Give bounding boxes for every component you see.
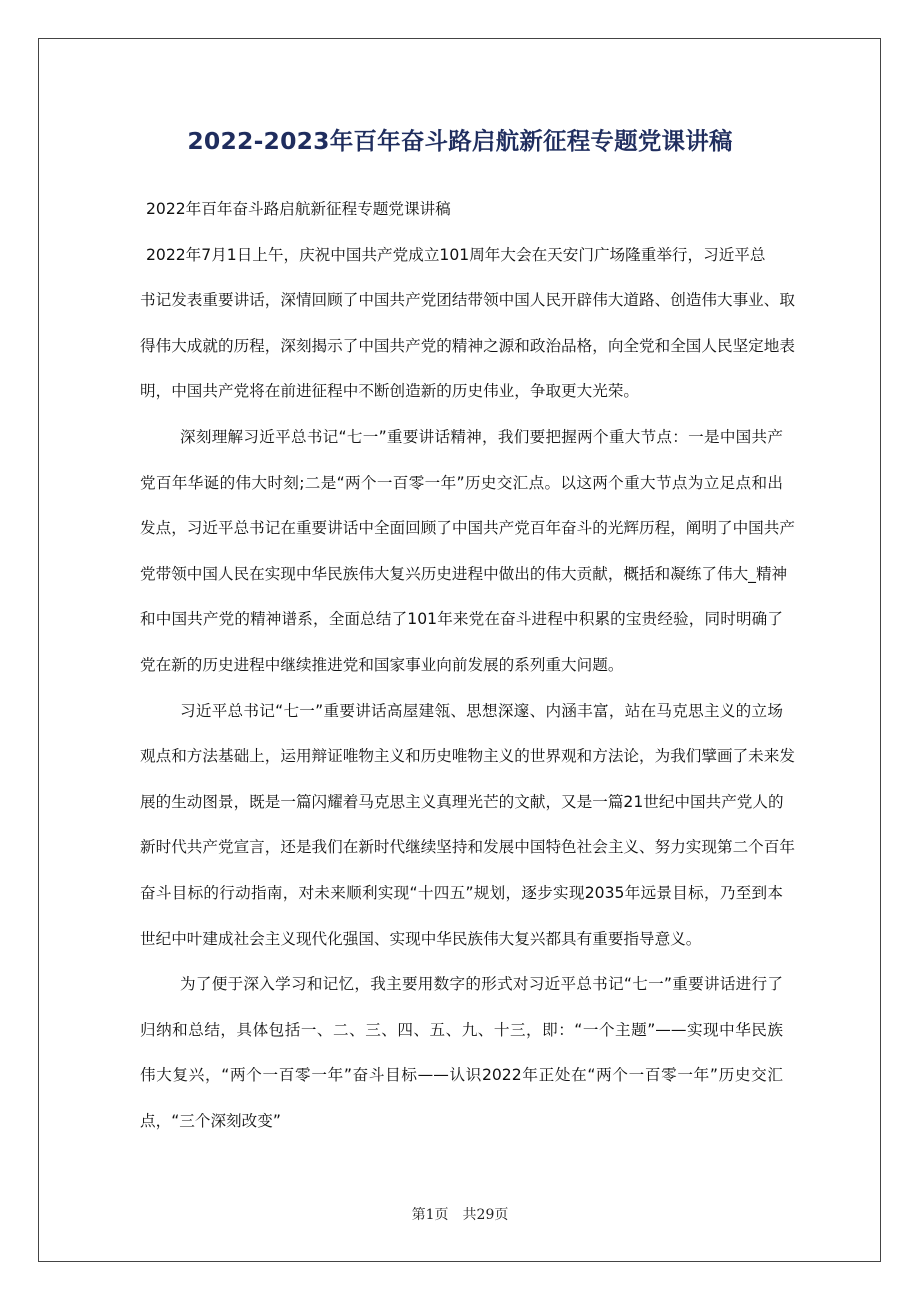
paragraph-line: 习近平总书记“七一”重要讲话高屋建瓴、思想深邃、内涵丰富，站在马克思主义的立场 (180, 701, 783, 720)
paragraph-line: 发点，习近平总书记在重要讲话中全面回顾了中国共产党百年奋斗的光辉历程，阐明了中国共产 (140, 519, 795, 538)
paragraph-line: 伟大复兴，“两个一百零一年”奋斗目标——认识2022年正处在“两个一百零一年”历史交汇 (140, 1066, 783, 1085)
paragraph-line: 新时代共产党宣言，还是我们在新时代继续坚持和发展中国特色社会主义、努力实现第二个百年 (140, 838, 795, 857)
document-title: 2022-2023年百年奋斗路启航新征程专题党课讲稿 (187, 127, 733, 155)
paragraph-line: 观点和方法基础上，运用辩证唯物主义和历史唯物主义的世界观和方法论，为我们擘画了未来发 (140, 747, 795, 766)
paragraph-line: 和中国共产党的精神谱系，全面总结了101年来党在奋斗进程中积累的宝贵经验，同时明确了 (140, 610, 783, 629)
paragraph-line: 展的生动图景，既是一篇闪耀着马克思主义真理光芒的文献，又是一篇21世纪中国共产党人的 (140, 792, 784, 811)
paragraph-line: 明，中国共产党将在前进征程中不断创造新的历史伟业，争取更大光荣。 (140, 382, 640, 401)
paragraph-line: 世纪中叶建成社会主义现代化强国、实现中华民族伟大复兴都具有重要指导意义。 (140, 929, 702, 948)
paragraph-line: 为了便于深入学习和记忆，我主要用数字的形式对习近平总书记“七一”重要讲话进行了 (180, 975, 783, 994)
paragraph-line: 点，“三个深刻改变” (140, 1111, 281, 1130)
paragraph-line: 党在新的历史进程中继续推进党和国家事业向前发展的系列重大问题。 (140, 655, 624, 674)
paragraph-line: 2022年7月1日上午，庆祝中国共产党成立101周年大会在天安门广场隆重举行，习近平总 (146, 245, 766, 264)
paragraph-line: 书记发表重要讲话，深情回顾了中国共产党团结带领中国人民开辟伟大道路、创造伟大事业、取 (140, 291, 795, 310)
paragraph-line: 奋斗目标的行动指南，对未来顺利实现“十四五”规划，逐步实现2035年远景目标，乃至到本 (140, 883, 783, 902)
page-number: 第1页 共29页 (411, 1207, 509, 1223)
paragraph-line: 党带领中国人民在实现中华民族伟大复兴历史进程中做出的伟大贡献，概括和凝练了伟大_精神 (140, 564, 788, 583)
paragraph-line: 归纳和总结，具体包括一、二、三、四、五、九、十三，即：“一个主题”——实现中华民族 (140, 1020, 783, 1039)
document-body (140, 193, 795, 1150)
paragraph-line: 深刻理解习近平总书记“七一”重要讲话精神，我们要把握两个重大节点：一是中国共产 (180, 427, 783, 446)
paragraph-line: 党百年华诞的伟大时刻;二是“两个一百零一年”历史交汇点。以这两个重大节点为立足点和出 (140, 473, 783, 492)
document-subtitle: 2022年百年奋斗路启航新征程专题党课讲稿 (146, 200, 451, 218)
paragraph-line: 得伟大成就的历程，深刻揭示了中国共产党的精神之源和政治品格，向全党和全国人民坚定地表 (140, 336, 795, 355)
